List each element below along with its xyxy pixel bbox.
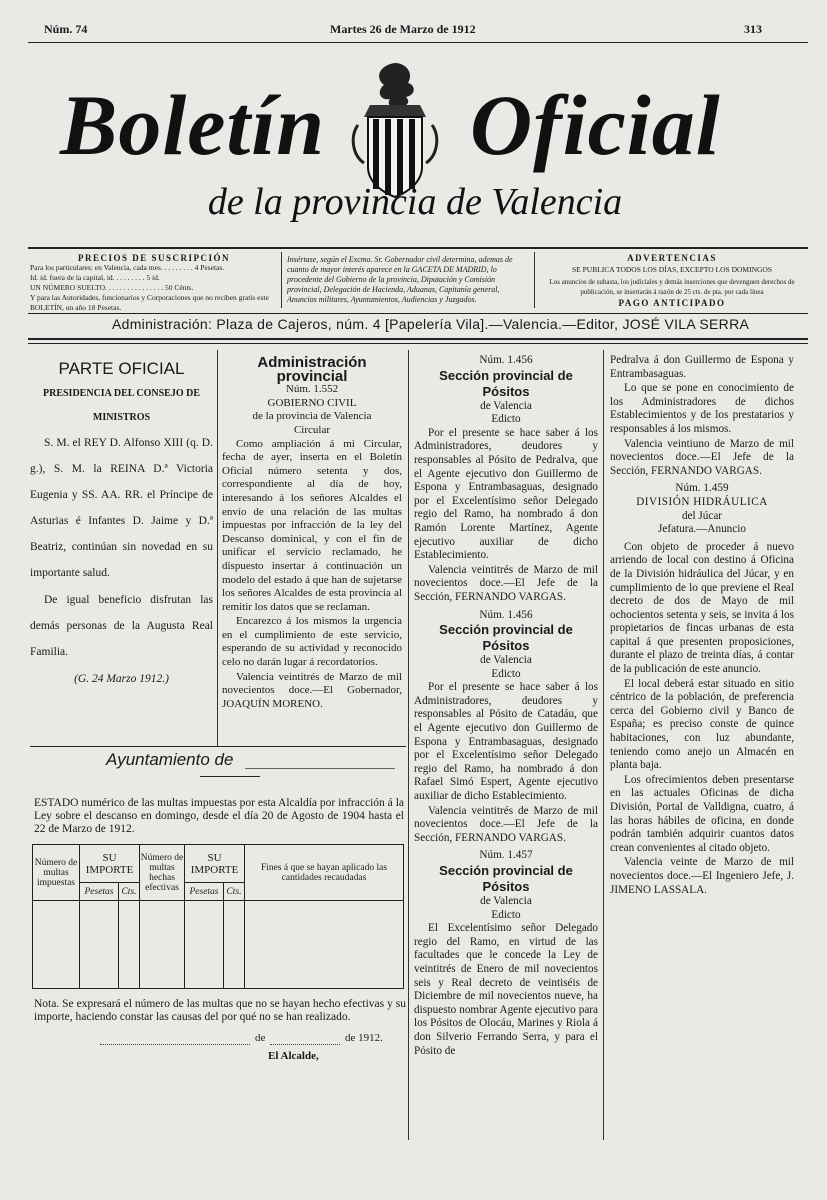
ayuntamiento-label: Ayuntamiento de [106, 750, 234, 769]
edicto-title: Edicto [491, 908, 521, 921]
column-divider [408, 350, 409, 1140]
table-header: Número de multas impuestas [33, 845, 80, 901]
table-subheader: Cts. [119, 883, 140, 901]
column-division-hidraulica [610, 354, 794, 898]
issue-number: Núm. 74 [44, 22, 88, 36]
table-header: Fines á que se hayan aplicado las cantidades recaudadas [245, 845, 404, 901]
table-cell [119, 901, 140, 989]
admin-rule [28, 338, 808, 340]
edicto-title: Edicto [491, 667, 521, 680]
provincia: de la provincia de Valencia [252, 410, 372, 423]
form-top-rule [30, 746, 406, 747]
masthead-subtitle: de la provincia de Valencia [207, 181, 623, 223]
column-divider [217, 350, 218, 746]
body-paragraph: Valencia veintitrés de Marzo de mil novecientos doce.—El Jefe de la Sección, FERNANDO VARGAS. [414, 804, 598, 844]
section-sub: de Valencia [480, 895, 532, 907]
info-top-rule [28, 247, 808, 249]
pago-anticipado: PAGO ANTICIPADO [618, 298, 726, 308]
section-heading: Sección provincial de Pósitos [439, 863, 573, 894]
advertencias-line: Los anuncios de subasta, los judiciales y demás inserciones que devenguen derechos de publicación, se insertarán á razón de 25 cts. de pta. por cada línea [549, 278, 795, 296]
table-cell [245, 901, 404, 989]
precios-box [30, 253, 278, 313]
column-administracion [222, 356, 402, 712]
precios-line: UN NÚMERO SUELTO. . . . . . . . . . . . . . . . 50 Cénts. [30, 283, 194, 292]
masthead-title-left: Boletín [60, 77, 326, 173]
header-rule [28, 42, 808, 43]
advertencias-title: ADVERTENCIAS [627, 253, 717, 263]
body-paragraph: Valencia veintitrés de Marzo de mil novecientos doce.—El Gobernador, JOAQUÍN MORENO. [222, 670, 402, 710]
gobierno-civil: GOBIERNO CIVIL [267, 396, 357, 409]
section-sub: de Valencia [480, 654, 532, 667]
table-cell [185, 901, 224, 989]
notice-number: Núm. 1.552 [285, 383, 339, 396]
masthead-title-right: Oficial [470, 77, 721, 173]
table-cell [224, 901, 245, 989]
body-paragraph: Por el presente se hace saber á los Administradores, deudores y responsables al Pósito de Catadáu, que el Agente ejecutivo don Guillermo de Espona y Entrambasaguas, designado por el Excelentísimo señor Delegado regio del Ramo, ha nombrado á don Rafael Simó Espert, Agente ejecutivo auxiliar de dicho Establecimiento. [414, 681, 598, 803]
body-paragraph: Lo que se pone en conocimiento de los Administradores de dichos Establecimientos y de los prestatarios y responsables á los mismos. [610, 382, 794, 435]
info-bottom-rule [28, 313, 808, 314]
body-paragraph: De igual beneficio disfrutan las demás personas de la Augusta Real Familia. [30, 594, 213, 658]
masthead [30, 55, 800, 230]
division-sub: del Júcar [681, 509, 723, 522]
table-cell [33, 901, 80, 989]
body-paragraph: El Excelentísimo señor Delegado regio del Ramo, en virtud de las facultades que le concede la Ley de veintitrés de Enero de mil novecientos seis y Real decreto de veintiséis de Diciembre de mil novecientos nueve, ha dispuesto nombrar Agente ejecutivo para los Pósitos de Olocáu, Marines y Riola á don Silverio Ferrando Serra, y para el Pósito de [414, 922, 598, 1057]
date-blank [270, 1034, 340, 1045]
body-paragraph: Valencia veinte de Marzo de mil novecientos doce.—El Ingeniero Jefe, J. JIMENO LASSALA. [610, 856, 794, 896]
table-cell [140, 901, 185, 989]
body-paragraph: Con objeto de proceder á nuevo arriendo de local con destino á Oficina de la División hidráulica del Júcar, y en cumplimiento de lo que previene el Real decreto de dos de Mayo de mil ochocientos setenta y seis, se invita á los propietarios de fincas urbanas de esta capital á que presenten proposiciones, durante el plazo de treinta días, á contar de la publicación de este anuncio. [610, 540, 794, 676]
notice-number: Núm. 1.456 [479, 608, 533, 621]
jefatura-title: Jefatura.—Anuncio [658, 523, 746, 536]
notice-number: Núm. 1.457 [479, 849, 533, 862]
body-paragraph: Como ampliación á mi Circular, fecha de ayer, inserta en el Boletín Oficial número setenta y dos, correspondiente al día de hoy, interesando á los señores Alcaldes el envío de una relación de las multas impuestas por infracción de la ley del Descanso dominical, y con el fin de unificar el servicio reclamado, he dispuesto insertar á continuación un modelo del estado á que han de sujetarse los señores Alcaldes de esta provincia al remitir los datos que se reclaman. [222, 437, 402, 613]
advertencias-box [538, 253, 806, 308]
insertase-box: Insértase, según el Excmo. Sr. Gobernador civil determina, ademas de cuanto de mayor interés aparece en la GACETA DE MADRID, lo procedente del Gobierno de la provincia, Diputación y Comisión provincial, Delegación de Hacienda, Aduanas, Capitanía general, Anuncios militares, Ayuntamientos, Audiencias y Juzgados. [287, 255, 513, 304]
section-sub: de Valencia [480, 399, 532, 412]
ayuntamiento-blank [245, 768, 395, 769]
issue-date: Martes 26 de Marzo de 1912 [330, 22, 476, 36]
advertencias-line: SE PUBLICA TODOS LOS DÍAS, EXCEPTO LOS DOMINGOS [571, 265, 773, 274]
multas-table [32, 844, 404, 989]
table-cell [80, 901, 119, 989]
body-paragraph: Por el presente se hace saber á los Administradores, deudores y responsables al Pósito de Pedralva, que el Agente ejecutivo don Guillermo de Espona y Entrambasaguas, designado por el Excelentísimo señor Delegado regio del Ramo, ha nombrado á don Ramón Lorente Martínez, Agente ejecutivo auxiliar de dicho Establecimiento. [414, 426, 598, 562]
estado-text: ESTADO numérico de las multas impuestas por esta Alcaldía por infracción á la Ley sobre el descanso en domingo, desde el día 20 de Agosto de 1904 hasta el 22 de Marzo de 1912. [34, 797, 404, 835]
date-year: de 1912. [345, 1032, 383, 1044]
info-divider [281, 252, 282, 308]
admin-line: Administración: Plaza de Cajeros, núm. 4 [Papelería Vila].—Valencia.—Editor, JOSÉ VILA SERRA [112, 316, 750, 332]
notice-number: Núm. 1.456 [479, 354, 533, 366]
table-subheader: Pesetas [80, 883, 119, 901]
body-paragraph: El local deberá estar situado en sitio céntrico de la población, de preferencia cerca del Gobierno civil y Banco de España; es preciso conste de quince habitaciones, con luz abundante, teniendo como anejo un Almacén en planta baja. [610, 677, 794, 772]
date-de: de [255, 1032, 266, 1044]
date-blank [100, 1034, 250, 1045]
section-heading: Sección provincial de Pósitos [439, 367, 573, 399]
presidencia-heading: PRESIDENCIA DEL CONSEJO DE MINISTROS [43, 388, 200, 423]
column-positos [414, 354, 598, 1059]
column-divider [603, 350, 604, 1140]
ornament-rule [200, 776, 260, 777]
body-paragraph: Valencia veintitrés de Marzo de mil novecientos doce.—El Jefe de la Sección, FERNANDO VARGAS. [414, 563, 598, 603]
body-paragraph: Pedralva á don Guillermo de Espona y Entrambasaguas. [610, 354, 794, 380]
alcalde-label: El Alcalde, [268, 1050, 319, 1062]
notice-number: Núm. 1.459 [675, 482, 729, 495]
table-header: SU IMPORTE [185, 845, 245, 883]
nota-text: Nota. Se expresará el número de las multas que no se hayan hecho efectivas y su importe, haciendo constar las causas del por qué no se han realizado. [34, 998, 406, 1023]
admin-rule [28, 343, 808, 344]
body-paragraph: Valencia veintiuno de Marzo de mil novecientos doce.—El Jefe de la Sección, FERNANDO VARGAS. [610, 437, 794, 477]
body-paragraph: Encarezco á los mismos la urgencia en el cumplimiento de este servicio, esperando de su actividad y reconocido celo no darán lugar á recordatorios. [222, 615, 402, 669]
precios-line: Y para las Autoridades, funcionarios y Corporaciones que no reciben gratis este BOLETÍN, un año 18 Pesetas. [30, 293, 269, 312]
precios-line: Id. id. fuera de la capital, id. . . . . . . . . 5 id. [30, 273, 160, 282]
table-header: SU IMPORTE [80, 845, 140, 883]
circular-title: Circular [293, 423, 331, 436]
body-paragraph: S. M. el REY D. Alfonso XIII (q. D. g.), S. M. la REINA D.ª Victoria Eugenia y SS. AA. RR. el Príncipe de Asturias é Infantes D. Jaime y D.ª Beatriz, continúan sin novedad en su importante salud. [30, 437, 213, 579]
precios-title: PRECIOS DE SUSCRIPCIÓN [77, 253, 231, 263]
column-parte-oficial [30, 356, 213, 692]
page-number: 313 [744, 22, 762, 36]
table-header: Número de multas hechas efectivas [140, 845, 185, 901]
signature: (G. 24 Marzo 1912.) [74, 673, 169, 685]
division-heading: DIVISIÓN HIDRÁULICA [636, 495, 768, 508]
precios-line: Para los particulares: en Valencia, cada mes. . . . . . . . . 4 Pesetas. [30, 263, 225, 272]
section-heading: Sección provincial de Pósitos [439, 622, 573, 654]
parte-oficial-heading: PARTE OFICIAL [58, 359, 185, 378]
body-paragraph: Los ofrecimientos deben presentarse en las actuales Oficinas de dicha División, Portal de Valldigna, cuatro, á las horas hábiles de oficina, en donde podrán también adquirir cuantos datos crean convenientes al citado objeto. [610, 773, 794, 854]
valencia-coat-of-arms-icon [340, 55, 450, 200]
info-divider [534, 252, 535, 308]
admin-provincial-heading: Administración provincial [257, 354, 367, 385]
edicto-title: Edicto [491, 413, 521, 426]
table-subheader: Cts. [224, 883, 245, 901]
table-subheader: Pesetas [185, 883, 224, 901]
